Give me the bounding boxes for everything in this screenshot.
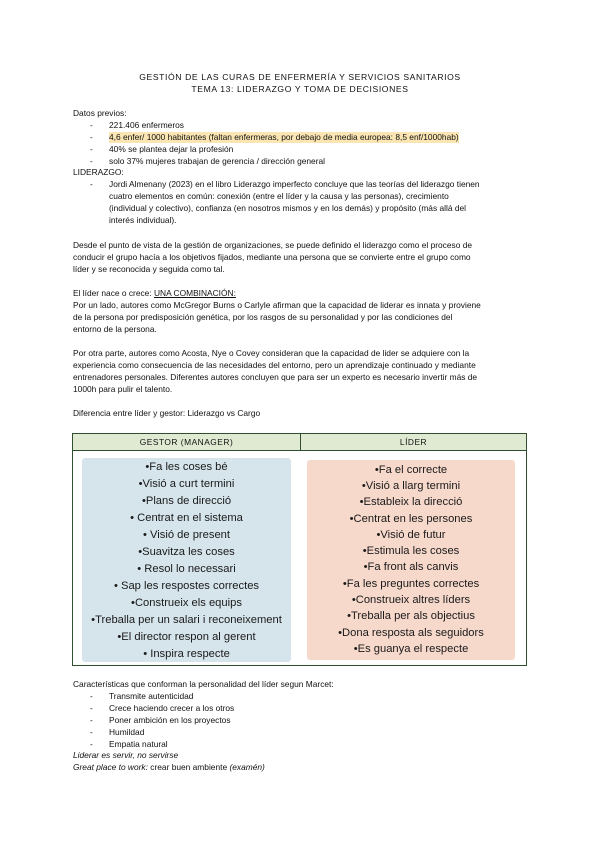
gestor-item: • Visió de present [142,529,231,541]
gestor-item: • Resol lo necessari [137,563,236,575]
lider-item: •Estableix la direcció [359,496,463,508]
liderazgo-item-line: cuatro elementos en común: conexión (entre el líder y la causa y las personas), crecimiento [109,191,449,201]
lider-list [307,460,515,660]
datos-heading: Datos previos: [73,108,127,118]
paragraph-line: conducir el grupo hacía a los objetivos fijados, mediante una persona que se convierte entre el grupo como [73,252,471,262]
gestor-item: •El director respon al gerent [117,631,256,643]
gestor-item: •Treballa per un salari i reconeixement [91,614,282,626]
document-subtitle: TEMA 13: LIDERAZGO Y TOMA DE DECISIONES [191,84,409,94]
paragraph-line: de la persona por predisposición genética, por los rasgos de su personalidad y por las condiciones del [73,312,453,322]
caracteristicas-heading: Características que conforman la personalidad del líder segun Marcet: [73,679,334,689]
lider-item: •Dona resposta als seguidors [338,627,484,639]
gestor-item: •Suavitza les coses [138,546,235,558]
gestor-list [82,458,291,662]
gestor-item: • Inspira respecte [143,648,230,660]
document-page: GESTIÓN DE LAS CURAS DE ENFERMERÍA Y SERVICIOS SANITARIOS TEMA 13: LIDERAZGO Y TOMA DE DECISIONES Datos previos: 221.406 enfermeros 4,6 enfer/ 1000 habitantes (faltan enfermeras, por debajo de media europea: 8,5 enf/1000hab) 40% se plantea dejar la profesión solo 37% mujeres trabajan de gerencia / dirección general LIDERAZGO: Jordi Almenany (2023) en el libro Liderazgo imperfecto concluye que las teorías del liderazgo tienen cuatro elementos en común: conexión (entre el líder y la causa y las personas), crecimiento (individual y colectivo), confianza (en nosotros mismos y en los demás) y propósito (más allá del interés individual). Desde el punto de vista de la gestión de organizaciones, se puede definido el liderazgo como el proceso de conducir el grupo hacía a los objetivos fijados, mediante una persona que se convierte entre el grupo como líder y se reconocida y seguida como tal. El líder nace o crece: UNA COMBINACIÓN: Por un lado, autores como McGregor Burns o Carlyle afirman que la capacidad de liderar es innata y proviene de la persona por predisposición genética, por los rasgos de su personalidad y por las condiciones del entorno de la persona. Por otra parte, autores como Acosta, Nye o Covey consideran que la capacidad de lider se adquiere con la experiencia como consecuencia de las necesidades del entorno, pero un aprendizaje continuado y mediante entrenadores personales. Diferentes autores concluyen que para ser un experto es necesario invertir más de 1000h para pulir el talento. Diferencia entre líder y gestor: Liderazgo vs Cargo GESTOR (MANAGER) LÍDER •Fa les coses bé •Visió a curt termini •Plans de direcció • Centrat en el sistema • Visió de present •Suavitza les coses • Resol lo necessari • Sap les respostes correctes •Construeix els equips •Treballa per un salari i reconeixement •El director respon al gerent • Inspira respecte •Fa el correcte •Visió a llarg termini •Estableix la direcció •Centrat en les persones •Visió de futur •Estimula les coses •Fa front als canvis •Fa les preguntes correctes •Construeix altres líders •Treballa per als objectius •Dona resposta als seguidors •Es guanya el respecte Características que conforman la personalidad del líder segun Marcet: Transmite autenticidad Crece haciendo crecer a los otros Poner ambición en los proyectos Humildad Empatia natural Liderar es servir, no servirse Great place to work: crear buen ambiente (examén) [0,0,600,848]
paragraph-line: líder y se reconocida y seguida como tal. [73,264,225,274]
lider-item: •Visió a llarg termini [361,480,461,492]
gestor-item: • Sap les respostes correctes [113,580,260,592]
paragraph-line: experiencia como consecuencia de las necesidades del entorno, pero un aprendizaje continuado y mediante [73,360,476,370]
great-place-line: Great place to work: crear buen ambiente (examén) [73,762,265,772]
lider-item: •Construeix altres líders [351,594,471,606]
gestor-item: •Construeix els equips [131,597,242,609]
lider-item: •Centrat en les persones [349,513,473,525]
liderazgo-heading: LIDERAZGO: [73,167,124,177]
lider-item: •Fa el correcte [374,464,448,476]
lider-item: •Fa front als canvis [363,561,459,573]
gestor-header: GESTOR (MANAGER) [73,434,301,451]
comparison-table [72,433,527,666]
paragraph-line: Por otra parte, autores como Acosta, Nye o Covey consideran que la capacidad de lider se adquiere con la [73,348,470,358]
lider-item: •Treballa per als objectius [347,610,475,622]
paragraph-line: entrenadores personales. Diferentes autores concluyen que para ser un experto es necesario invertir más de [73,372,478,382]
gestor-item: •Fa les coses bé [145,461,228,473]
diff-heading: Diferencia entre líder y gestor: Liderazgo vs Cargo [73,408,261,418]
liderar-quote: Liderar es servir, no servirse [73,750,179,760]
gestor-item: • Centrat en el sistema [130,512,243,524]
paragraph-line: 1000h para pulir el talento. [73,384,173,394]
gestor-item: •Plans de direcció [141,495,232,507]
lider-header: LÍDER [301,434,526,451]
paragraph-line: entorno de la persona. [73,324,157,334]
liderazgo-item-line: interés individual). [109,215,177,225]
lider-item: •Es guanya el respecte [353,643,469,655]
lider-item: •Fa les preguntes correctes [342,578,480,590]
gestor-item: •Visió a curt termini [138,478,235,490]
paragraph-line: Desde el punto de vista de la gestión de organizaciones, se puede definido el liderazgo como el proceso de [73,240,473,250]
paragraph-line: Por un lado, autores como McGregor Burns o Carlyle afirman que la capacidad de liderar es innata y proviene [73,300,481,310]
paragraph-lead: El líder nace o crece: UNA COMBINACIÓN: [73,288,236,298]
document-title: GESTIÓN DE LAS CURAS DE ENFERMERÍA Y SERVICIOS SANITARIOS [139,72,461,82]
liderazgo-item-line: (individual y colectivo), confianza (en nosotros mismos y en los demás) y propósito (más allá del [109,203,467,213]
lider-item: •Estimula les coses [362,545,460,557]
lider-item: •Visió de futur [376,529,446,541]
